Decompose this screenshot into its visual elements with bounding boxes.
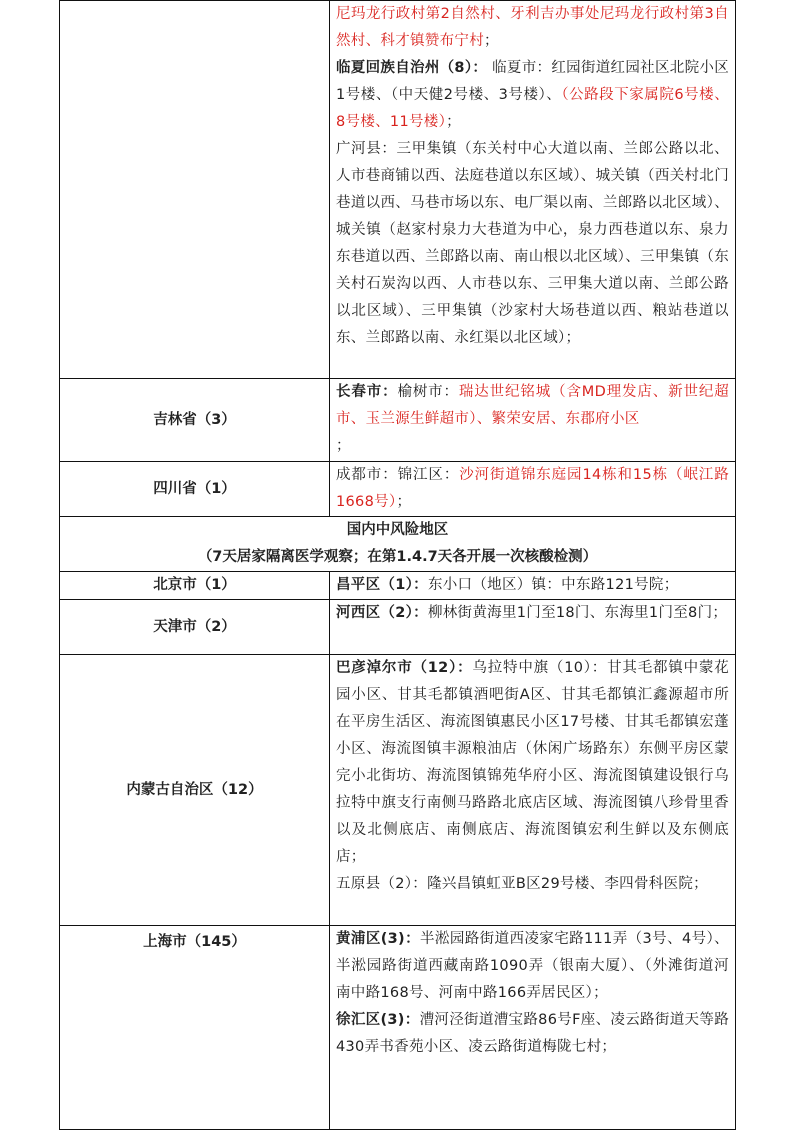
- area-cell: [330, 572, 736, 600]
- table-row: [60, 379, 736, 462]
- area-paragraph: [336, 926, 729, 1007]
- province-label-jilin: 吉林省（3）: [60, 379, 330, 462]
- punctuation: ；: [446, 114, 461, 130]
- area-paragraph: [336, 55, 729, 136]
- area-paragraph: [336, 136, 729, 352]
- county-heading: 乌拉特中旗（10）：: [472, 660, 608, 676]
- province-cell: [60, 1, 330, 379]
- province-label-beijing: 北京市（1）: [60, 572, 330, 600]
- city-heading: 长春市：: [336, 384, 398, 400]
- area-paragraph: [336, 462, 729, 516]
- section-header: [60, 517, 736, 572]
- province-label-tianjin: 天津市（2）: [60, 600, 330, 655]
- area-cell: [330, 655, 736, 926]
- table-row: [60, 572, 736, 600]
- punctuation: ；: [336, 438, 351, 454]
- area-text: 甘其毛都镇中蒙花园小区、甘其毛都镇酒吧街A区、甘其毛都镇汇鑫源超市所在平房生活区、海流图镇惠民小区17号楼、甘其毛都镇宏蓬小区、海流图镇丰源粮油店（休闲广场路东）东侧平房区蒙完小北街坊、海流图镇锦苑华府小区、海流图镇建设银行乌拉特中旗支行南侧马路路北底店区域、海流图镇八珍骨里香以及北侧底店、南侧底店、海流图镇宏利生鲜以及东侧底店；: [336, 660, 729, 865]
- district-heading: 黄浦区(3)：: [336, 931, 420, 947]
- high-risk-text: 沙河街道锦东庭园14栋和15栋（岷江路1668号）: [336, 467, 729, 510]
- area-text: 广河县：三甲集镇（东关村中心大道以南、兰郎公路以北、人市巷商铺以西、法庭巷道以东区域）、城关镇（西关村北门巷道以西、马巷市场以东、电厂渠以南、兰郎路以北区域）、城关镇（赵家村泉力大巷道为中心，泉力西巷道以东、泉力东巷道以西、兰郎路以南、南山根以北区域）、三甲集镇（东关村石炭沟以西、人市巷以东、三甲集大道以南、兰郎公路以北区域）、三甲集镇（沙家村大场巷道以西、粮站巷道以东、兰郎路以南、永红渠以北区域）；: [336, 141, 729, 346]
- area-paragraph: [336, 379, 729, 460]
- table-row: [60, 655, 736, 926]
- area-paragraph: [336, 600, 729, 627]
- table-row: [60, 926, 736, 1130]
- section-title: 国内中风险地区: [346, 522, 449, 538]
- area-paragraph: [336, 1007, 729, 1061]
- high-risk-text: 尼玛龙行政村第2自然村、牙利吉办事处尼玛龙行政村第3自然村、科才镇赞布宁村: [336, 6, 729, 49]
- area-text: 半淞园路街道西凌家宅路111弄（3号、4号）、半淞园路街道西藏南路1090弄（银南大厦）、（外滩街道河南中路168号、河南中路166弄居民区）；: [336, 931, 729, 1001]
- risk-area-table: [59, 0, 736, 1130]
- area-text: 成都市：锦江区：: [336, 467, 460, 483]
- area-paragraph: [336, 871, 729, 898]
- province-label-sichuan: 四川省（1）: [60, 462, 330, 517]
- area-text: 柳林街黄海里1门至18门、东海里1门至8门；: [427, 605, 728, 621]
- area-text: 榆树市：: [397, 384, 459, 400]
- area-paragraph: [336, 572, 729, 599]
- area-paragraph: [336, 655, 729, 871]
- table-row: [60, 1, 736, 379]
- area-text: 漕河泾街道漕宝路86号F座、凌云路街道天等路430弄书香苑小区、凌云路街道梅陇七村；: [336, 1012, 729, 1055]
- district-heading: 徐汇区(3)：: [336, 1012, 420, 1028]
- area-paragraph: [336, 1, 729, 55]
- district-heading: 河西区（2）：: [336, 605, 428, 621]
- city-heading: 巴彦淖尔市（12）：: [336, 660, 473, 676]
- high-risk-text: 瑞达世纪铭城（含MD理发店、新世纪超市、玉兰源生鲜超市）、繁荣安居、东郡府小区: [336, 384, 729, 427]
- district-heading: 昌平区（1）：: [336, 577, 428, 593]
- section-subtitle: （7天居家隔离医学观察；在第1.4.7天各开展一次核酸检测）: [197, 549, 598, 565]
- prefecture-heading: 临夏回族自治州（8）：: [336, 60, 488, 76]
- area-cell: [330, 600, 736, 655]
- punctuation: ；: [396, 494, 412, 510]
- area-text: 五原县（2）：隆兴昌镇虹亚B区29号楼、李四骨科医院；: [336, 876, 708, 892]
- area-cell: [330, 379, 736, 462]
- area-text: 东小口（地区）镇：中东路121号院；: [427, 577, 679, 593]
- area-text: 临夏市：红园街道红园社区北院小区1号楼、（中天健2号楼、3号楼）、: [336, 60, 729, 103]
- province-label-shanghai: 上海市（145）: [60, 926, 330, 1130]
- punctuation: ；: [484, 33, 499, 49]
- table-row: [60, 462, 736, 517]
- area-cell: [330, 462, 736, 517]
- area-cell: [330, 1, 736, 379]
- province-label-neimenggu: 内蒙古自治区（12）: [60, 655, 330, 926]
- area-cell: [330, 926, 736, 1130]
- table-row: [60, 517, 736, 572]
- table-row: [60, 600, 736, 655]
- high-risk-text: （公路段下家属院6号楼、8号楼、11号楼）: [336, 87, 729, 130]
